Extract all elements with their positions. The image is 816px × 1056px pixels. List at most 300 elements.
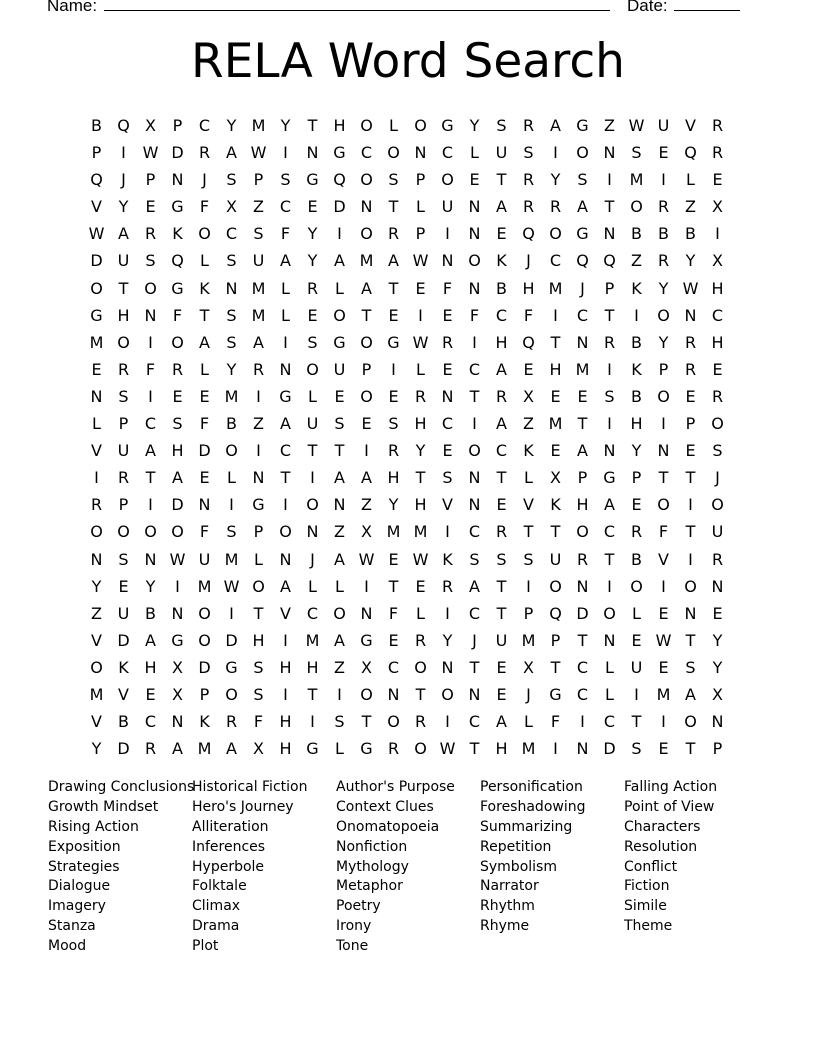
grid-letter: O bbox=[333, 603, 346, 623]
grid-letter: E bbox=[685, 441, 696, 461]
grid-letter: S bbox=[604, 386, 615, 406]
grid-letter: L bbox=[524, 712, 533, 732]
grid-letter: Z bbox=[361, 495, 372, 515]
grid-letter: N bbox=[252, 468, 265, 488]
grid-letter: L bbox=[335, 278, 344, 298]
grid-letter: H bbox=[414, 414, 427, 434]
grid-letter: C bbox=[468, 522, 481, 542]
grid-letter: C bbox=[549, 251, 562, 271]
grid-letter: L bbox=[416, 359, 425, 379]
grid-letter: Y bbox=[658, 332, 669, 352]
grid-letter: P bbox=[253, 522, 264, 542]
grid-letter: R bbox=[414, 386, 427, 406]
grid-letter: T bbox=[469, 386, 480, 406]
grid-letter: L bbox=[686, 170, 695, 190]
grid-letter: R bbox=[549, 197, 562, 217]
grid-letter: Y bbox=[658, 278, 669, 298]
word-column bbox=[336, 777, 480, 956]
grid-letter: Y bbox=[91, 739, 102, 759]
grid-letter: H bbox=[711, 278, 724, 298]
grid-letter: U bbox=[252, 251, 265, 271]
grid-letter: K bbox=[172, 224, 183, 244]
grid-letter: C bbox=[144, 414, 157, 434]
grid-letter: M bbox=[89, 332, 104, 352]
grid-letter: J bbox=[121, 170, 126, 190]
grid-letter: I bbox=[715, 224, 720, 244]
grid-letter: I bbox=[553, 143, 558, 163]
grid-letter: G bbox=[441, 116, 454, 135]
grid-letter: A bbox=[280, 251, 291, 271]
grid-letter: D bbox=[171, 143, 184, 163]
grid-letter: Q bbox=[171, 251, 184, 271]
grid-letter: R bbox=[684, 359, 697, 379]
grid-letter: M bbox=[251, 278, 266, 298]
grid-letter: H bbox=[711, 332, 724, 352]
grid-letter: R bbox=[711, 386, 724, 406]
word-item: Foreshadowing bbox=[480, 798, 586, 815]
grid-letter: F bbox=[442, 278, 453, 298]
grid-letter: N bbox=[441, 386, 454, 406]
grid-letter: Y bbox=[631, 441, 642, 461]
grid-letter: E bbox=[118, 576, 129, 596]
grid-letter: V bbox=[523, 495, 534, 515]
grid-letter: O bbox=[117, 522, 130, 542]
grid-letter: P bbox=[172, 116, 183, 135]
word-item: Strategies bbox=[48, 858, 120, 875]
grid-letter: A bbox=[334, 630, 345, 650]
word-item: Resolution bbox=[624, 838, 698, 855]
grid-row bbox=[83, 573, 731, 600]
grid-letter: F bbox=[172, 305, 183, 325]
grid-letter: G bbox=[306, 170, 319, 190]
grid-letter: M bbox=[251, 305, 266, 325]
grid-letter: I bbox=[148, 386, 153, 406]
grid-letter: A bbox=[361, 468, 372, 488]
grid-letter: P bbox=[91, 143, 102, 163]
grid-letter: R bbox=[144, 739, 157, 759]
grid-letter: L bbox=[200, 359, 209, 379]
grid-letter: J bbox=[526, 251, 531, 271]
grid-row bbox=[83, 708, 731, 735]
grid-letter: H bbox=[117, 305, 130, 325]
grid-letter: O bbox=[360, 224, 373, 244]
word-item: Summarizing bbox=[480, 818, 573, 835]
word-item: Stanza bbox=[48, 918, 96, 935]
grid-letter: K bbox=[199, 278, 210, 298]
grid-letter: U bbox=[657, 116, 670, 135]
grid-letter: C bbox=[468, 603, 481, 623]
grid-letter: R bbox=[306, 278, 319, 298]
grid-letter: G bbox=[252, 495, 265, 515]
grid-letter: S bbox=[226, 170, 237, 190]
grid-letter: N bbox=[333, 495, 346, 515]
grid-letter: D bbox=[333, 197, 346, 217]
word-item: Nonfiction bbox=[336, 838, 408, 855]
word-item: Poetry bbox=[336, 898, 381, 915]
grid-letter: S bbox=[307, 332, 318, 352]
grid-letter: K bbox=[199, 712, 210, 732]
grid-letter: E bbox=[442, 305, 453, 325]
grid-letter: E bbox=[388, 549, 399, 569]
grid-letter: P bbox=[712, 739, 723, 759]
word-item: Author's Purpose bbox=[336, 779, 455, 795]
grid-letter: C bbox=[144, 712, 157, 732]
grid-letter: O bbox=[414, 116, 427, 135]
grid-letter: R bbox=[90, 495, 103, 515]
grid-letter: V bbox=[91, 630, 102, 650]
grid-letter: D bbox=[603, 739, 616, 759]
grid-letter: W bbox=[412, 332, 429, 352]
grid-letter: O bbox=[387, 712, 400, 732]
grid-letter: I bbox=[256, 386, 261, 406]
grid-letter: I bbox=[94, 468, 99, 488]
word-item: Exposition bbox=[48, 838, 121, 855]
word-item: Characters bbox=[624, 818, 701, 835]
grid-letter: F bbox=[280, 224, 291, 244]
grid-letter: L bbox=[389, 116, 398, 135]
grid-row bbox=[83, 410, 731, 437]
grid-letter: Z bbox=[253, 197, 264, 217]
grid-letter: B bbox=[226, 414, 237, 434]
grid-letter: L bbox=[308, 386, 317, 406]
grid-letter: F bbox=[199, 197, 210, 217]
grid-letter: I bbox=[472, 332, 477, 352]
grid-letter: N bbox=[603, 441, 616, 461]
grid-letter: C bbox=[360, 143, 373, 163]
grid-letter: A bbox=[577, 441, 588, 461]
grid-letter: A bbox=[577, 197, 588, 217]
word-item: Fiction bbox=[624, 878, 670, 895]
grid-letter: C bbox=[306, 603, 319, 623]
grid-letter: M bbox=[359, 251, 374, 271]
grid-letter: Q bbox=[684, 143, 697, 163]
grid-letter: C bbox=[576, 684, 589, 704]
grid-row bbox=[83, 247, 731, 274]
grid-letter: I bbox=[580, 712, 585, 732]
grid-letter: U bbox=[495, 143, 508, 163]
grid-letter: S bbox=[334, 712, 345, 732]
grid-letter: A bbox=[550, 116, 561, 135]
word-item: Folktale bbox=[192, 878, 247, 895]
word-item: Rhythm bbox=[480, 898, 535, 915]
grid-letter: Z bbox=[604, 116, 615, 135]
grid-letter: R bbox=[522, 170, 535, 190]
grid-letter: L bbox=[605, 684, 614, 704]
grid-letter: T bbox=[604, 549, 615, 569]
grid-letter: M bbox=[629, 170, 644, 190]
grid-letter: A bbox=[604, 495, 615, 515]
grid-letter: O bbox=[90, 522, 103, 542]
grid-letter: N bbox=[144, 549, 157, 569]
grid-letter: O bbox=[630, 197, 643, 217]
grid-row bbox=[83, 220, 731, 247]
grid-letter: N bbox=[684, 305, 697, 325]
grid-letter: O bbox=[468, 441, 481, 461]
grid-letter: P bbox=[415, 170, 426, 190]
grid-letter: K bbox=[631, 359, 642, 379]
grid-letter: I bbox=[337, 684, 342, 704]
grid-letter: J bbox=[526, 684, 531, 704]
grid-letter: E bbox=[334, 386, 345, 406]
grid-letter: U bbox=[441, 197, 454, 217]
grid-letter: N bbox=[603, 224, 616, 244]
grid-letter: O bbox=[360, 386, 373, 406]
word-item: Context Clues bbox=[336, 798, 434, 815]
word-item: Mythology bbox=[336, 858, 409, 875]
grid-letter: R bbox=[711, 549, 724, 569]
grid-letter: K bbox=[550, 495, 561, 515]
grid-letter: R bbox=[414, 712, 427, 732]
grid-letter: E bbox=[307, 305, 318, 325]
grid-letter: C bbox=[198, 116, 211, 135]
grid-letter: B bbox=[145, 603, 156, 623]
grid-letter: B bbox=[685, 224, 696, 244]
grid-letter: N bbox=[279, 359, 292, 379]
grid-letter: A bbox=[280, 576, 291, 596]
grid-letter: Y bbox=[226, 116, 237, 135]
grid-letter: B bbox=[496, 278, 507, 298]
grid-letter: O bbox=[333, 305, 346, 325]
grid-letter: W bbox=[142, 143, 159, 163]
grid-letter: O bbox=[711, 495, 724, 515]
grid-letter: U bbox=[306, 414, 319, 434]
grid-letter: J bbox=[715, 468, 720, 488]
grid-letter: M bbox=[89, 684, 104, 704]
grid-letter: W bbox=[88, 224, 105, 244]
grid-letter: N bbox=[603, 630, 616, 650]
grid-letter: I bbox=[526, 576, 531, 596]
grid-letter: F bbox=[388, 603, 399, 623]
grid-letter: Z bbox=[334, 522, 345, 542]
grid-letter: T bbox=[685, 468, 696, 488]
grid-letter: A bbox=[253, 332, 264, 352]
grid-letter: F bbox=[523, 305, 534, 325]
grid-letter: F bbox=[550, 712, 561, 732]
grid-letter: S bbox=[334, 414, 345, 434]
grid-letter: E bbox=[523, 359, 534, 379]
grid-letter: T bbox=[388, 197, 399, 217]
grid-letter: M bbox=[251, 116, 266, 135]
name-field[interactable] bbox=[104, 10, 610, 11]
grid-letter: E bbox=[712, 170, 723, 190]
grid-letter: O bbox=[657, 495, 670, 515]
grid-letter: A bbox=[496, 197, 507, 217]
grid-letter: O bbox=[225, 441, 238, 461]
grid-letter: Y bbox=[712, 657, 723, 677]
grid-letter: Y bbox=[91, 576, 102, 596]
grid-letter: T bbox=[496, 576, 507, 596]
word-item: Historical Fiction bbox=[192, 779, 308, 795]
grid-letter: S bbox=[280, 170, 291, 190]
grid-letter: R bbox=[657, 251, 670, 271]
grid-letter: B bbox=[91, 116, 102, 135]
grid-letter: O bbox=[171, 522, 184, 542]
grid-letter: Y bbox=[307, 251, 318, 271]
grid-letter: Y bbox=[118, 197, 129, 217]
grid-letter: A bbox=[199, 332, 210, 352]
grid-letter: A bbox=[496, 712, 507, 732]
grid-letter: E bbox=[91, 359, 102, 379]
grid-letter: T bbox=[496, 170, 507, 190]
grid-letter: H bbox=[333, 116, 346, 135]
grid-letter: P bbox=[550, 630, 561, 650]
grid-letter: J bbox=[202, 170, 207, 190]
grid-letter: K bbox=[631, 278, 642, 298]
grid-letter: N bbox=[198, 495, 211, 515]
grid-letter: E bbox=[388, 305, 399, 325]
grid-letter: N bbox=[90, 549, 103, 569]
grid-letter: F bbox=[145, 359, 156, 379]
grid-letter: Y bbox=[415, 441, 426, 461]
grid-letter: E bbox=[442, 359, 453, 379]
word-column bbox=[624, 777, 768, 956]
grid-row bbox=[83, 464, 731, 491]
grid-letter: L bbox=[605, 657, 614, 677]
word-item: Conflict bbox=[624, 858, 678, 875]
grid-letter: N bbox=[144, 305, 157, 325]
grid-letter: E bbox=[496, 657, 507, 677]
grid-letter: U bbox=[711, 522, 724, 542]
word-item: Growth Mindset bbox=[48, 798, 159, 815]
word-item: Climax bbox=[192, 898, 241, 915]
grid-letter: N bbox=[171, 712, 184, 732]
grid-letter: P bbox=[658, 359, 669, 379]
grid-row bbox=[83, 166, 731, 193]
grid-letter: N bbox=[468, 224, 481, 244]
grid-letter: S bbox=[226, 305, 237, 325]
grid-letter: F bbox=[469, 305, 480, 325]
grid-letter: M bbox=[521, 630, 536, 650]
grid-letter: S bbox=[226, 332, 237, 352]
grid-letter: O bbox=[414, 739, 427, 759]
grid-letter: H bbox=[495, 739, 508, 759]
grid-letter: O bbox=[90, 278, 103, 298]
grid-letter: T bbox=[631, 712, 642, 732]
grid-letter: T bbox=[307, 116, 318, 135]
grid-letter: I bbox=[283, 332, 288, 352]
grid-letter: N bbox=[360, 197, 373, 217]
grid-letter: J bbox=[580, 278, 585, 298]
grid-letter: W bbox=[655, 630, 672, 650]
grid-letter: I bbox=[256, 441, 261, 461]
word-item: Hero's Journey bbox=[192, 798, 294, 815]
grid-letter: D bbox=[225, 630, 238, 650]
grid-letter: R bbox=[657, 197, 670, 217]
grid-letter: O bbox=[657, 305, 670, 325]
grid-letter: A bbox=[334, 251, 345, 271]
grid-letter: S bbox=[172, 414, 183, 434]
grid-letter: O bbox=[252, 576, 265, 596]
grid-row bbox=[83, 139, 731, 166]
grid-letter: N bbox=[441, 251, 454, 271]
grid-letter: S bbox=[523, 143, 534, 163]
grid-letter: C bbox=[225, 224, 238, 244]
grid-letter: I bbox=[607, 170, 612, 190]
grid-letter: C bbox=[279, 197, 292, 217]
word-item: Rising Action bbox=[48, 818, 139, 835]
grid-letter: J bbox=[310, 549, 315, 569]
grid-letter: I bbox=[229, 603, 234, 623]
grid-letter: U bbox=[549, 549, 562, 569]
grid-letter: I bbox=[229, 495, 234, 515]
grid-letter: O bbox=[549, 576, 562, 596]
word-item: Drama bbox=[192, 918, 240, 935]
grid-letter: S bbox=[145, 251, 156, 271]
grid-letter: N bbox=[576, 739, 589, 759]
grid-letter: E bbox=[550, 386, 561, 406]
grid-letter: S bbox=[469, 549, 480, 569]
grid-letter: X bbox=[712, 251, 723, 271]
grid-letter: X bbox=[550, 468, 561, 488]
grid-letter: I bbox=[310, 468, 315, 488]
grid-letter: O bbox=[360, 170, 373, 190]
grid-letter: M bbox=[548, 414, 563, 434]
grid-letter: O bbox=[198, 224, 211, 244]
grid-row bbox=[83, 302, 731, 329]
grid-letter: C bbox=[387, 657, 400, 677]
grid-letter: W bbox=[412, 251, 429, 271]
grid-letter: T bbox=[550, 332, 561, 352]
grid-letter: N bbox=[387, 684, 400, 704]
grid-letter: V bbox=[685, 116, 696, 135]
grid-letter: I bbox=[607, 414, 612, 434]
grid-letter: C bbox=[279, 441, 292, 461]
grid-letter: E bbox=[442, 441, 453, 461]
grid-letter: A bbox=[334, 549, 345, 569]
grid-letter: T bbox=[604, 305, 615, 325]
date-field[interactable] bbox=[674, 10, 740, 11]
grid-row bbox=[83, 654, 731, 681]
grid-letter: G bbox=[225, 657, 238, 677]
grid-letter: E bbox=[658, 739, 669, 759]
grid-letter: R bbox=[387, 739, 400, 759]
grid-row bbox=[83, 491, 731, 518]
grid-row bbox=[83, 193, 731, 220]
grid-letter: I bbox=[148, 495, 153, 515]
grid-letter: T bbox=[550, 522, 561, 542]
grid-letter: Y bbox=[280, 116, 291, 135]
grid-letter: H bbox=[549, 359, 562, 379]
grid-letter: U bbox=[117, 251, 130, 271]
grid-letter: T bbox=[523, 522, 534, 542]
grid-letter: R bbox=[117, 359, 130, 379]
grid-letter: P bbox=[577, 468, 588, 488]
word-item: Dialogue bbox=[48, 878, 111, 895]
grid-letter: R bbox=[711, 143, 724, 163]
grid-letter: O bbox=[198, 630, 211, 650]
grid-letter: S bbox=[523, 549, 534, 569]
word-item: Metaphor bbox=[336, 878, 403, 895]
grid-row bbox=[83, 600, 731, 627]
grid-letter: E bbox=[631, 495, 642, 515]
grid-letter: Y bbox=[388, 495, 399, 515]
grid-letter: I bbox=[283, 630, 288, 650]
grid-letter: H bbox=[630, 414, 643, 434]
grid-letter: P bbox=[685, 414, 696, 434]
grid-letter: L bbox=[308, 576, 317, 596]
grid-letter: G bbox=[306, 739, 319, 759]
grid-letter: X bbox=[172, 684, 183, 704]
grid-row bbox=[83, 437, 731, 464]
grid-letter: E bbox=[658, 143, 669, 163]
grid-letter: H bbox=[279, 657, 292, 677]
grid-letter: T bbox=[685, 739, 696, 759]
grid-row bbox=[83, 112, 731, 139]
grid-letter: T bbox=[145, 468, 156, 488]
grid-letter: Z bbox=[523, 414, 534, 434]
grid-row bbox=[83, 735, 731, 762]
word-list bbox=[48, 777, 768, 956]
